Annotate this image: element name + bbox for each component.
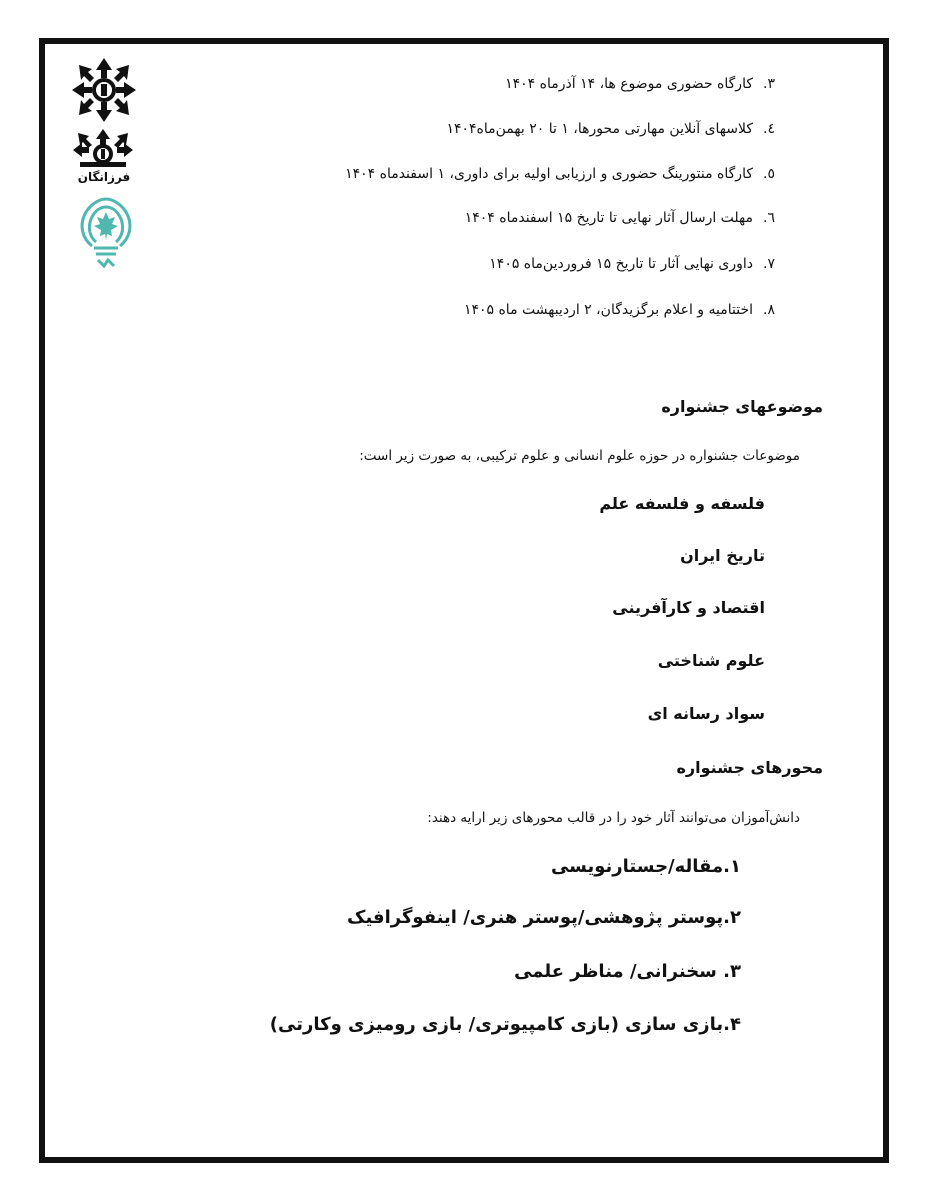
axis-item: ۳. سخنرانی/ مناظر علمی (514, 961, 741, 982)
schedule-item-number: ٤. (763, 121, 775, 137)
schedule-item-text: داوری نهایی آثار تا تاریخ ۱۵ فروردین‌ماه ۱۴۰۵ (489, 256, 754, 272)
axis-item: ۴.بازی سازی (بازی کامپیوتری/ بازی رومیزی وکارتی) (269, 1014, 741, 1035)
schedule-item-number: ٦. (763, 210, 775, 226)
schedule-item-text: کارگاه منتورینگ حضوری و ارزیابی اولیه برای داوری، ۱ اسفندماه ۱۴۰۴ (345, 166, 754, 182)
schedule-item-3 (505, 76, 775, 92)
schedule-item-number: ۸. (763, 302, 775, 318)
compass-arrows-emblem-icon (70, 56, 138, 124)
farzanegan-logo-text: فرزانگان (77, 170, 131, 184)
schedule-item-text: مهلت ارسال آثار نهایی تا تاریخ ۱۵ اسفندماه ۱۴۰۴ (464, 210, 754, 226)
schedule-item-6 (465, 210, 775, 226)
schedule-item-text: کارگاه حضوری موضوع ها، ۱۴ آذرماه ۱۴۰۴ (505, 76, 754, 92)
schedule-item-8 (464, 302, 775, 318)
topics-heading: موضوعهای جشنواره (661, 397, 823, 416)
topic-item: تاریخ ایران (680, 546, 765, 565)
axis-item: ۱.مقاله/جستارنویسی (550, 856, 741, 877)
schedule-item-number: ٥. (763, 166, 775, 182)
topic-item: سواد رسانه ای (647, 704, 765, 723)
axis-item: ۲.پوستر پژوهشی/پوستر هنری/ اینفوگرافیک (347, 907, 741, 928)
schedule-item-text: اختتامیه و اعلام برگزیدگان، ۲ اردیبهشت ماه ۱۴۰۵ (463, 302, 754, 318)
axes-intro: دانش‌آموزان می‌توانند آثار خود را در قالب محورهای زیر ارایه دهند: (427, 810, 800, 826)
topic-item: علوم شناختی (657, 651, 765, 670)
schedule-item-4 (446, 121, 775, 137)
schedule-item-5 (345, 166, 775, 182)
schedule-item-7 (489, 256, 775, 272)
lightbulb-leaf-icon (78, 196, 134, 278)
topic-item: اقتصاد و کارآفرینی (612, 598, 765, 617)
schedule-item-number: ۷. (763, 256, 775, 272)
topics-intro: موضوعات جشنواره در حوزه علوم انسانی و علوم ترکیبی، به صورت زیر است: (359, 448, 800, 464)
schedule-item-number: ۳. (763, 76, 775, 92)
axes-heading: محورهای جشنواره (676, 758, 823, 777)
schedule-item-text: کلاسهای آنلاین مهارتی محورها، ۱ تا ۲۰ بهمن‌ماه۱۴۰۴ (446, 121, 754, 137)
topic-item: فلسفه و فلسفه علم (599, 494, 765, 513)
